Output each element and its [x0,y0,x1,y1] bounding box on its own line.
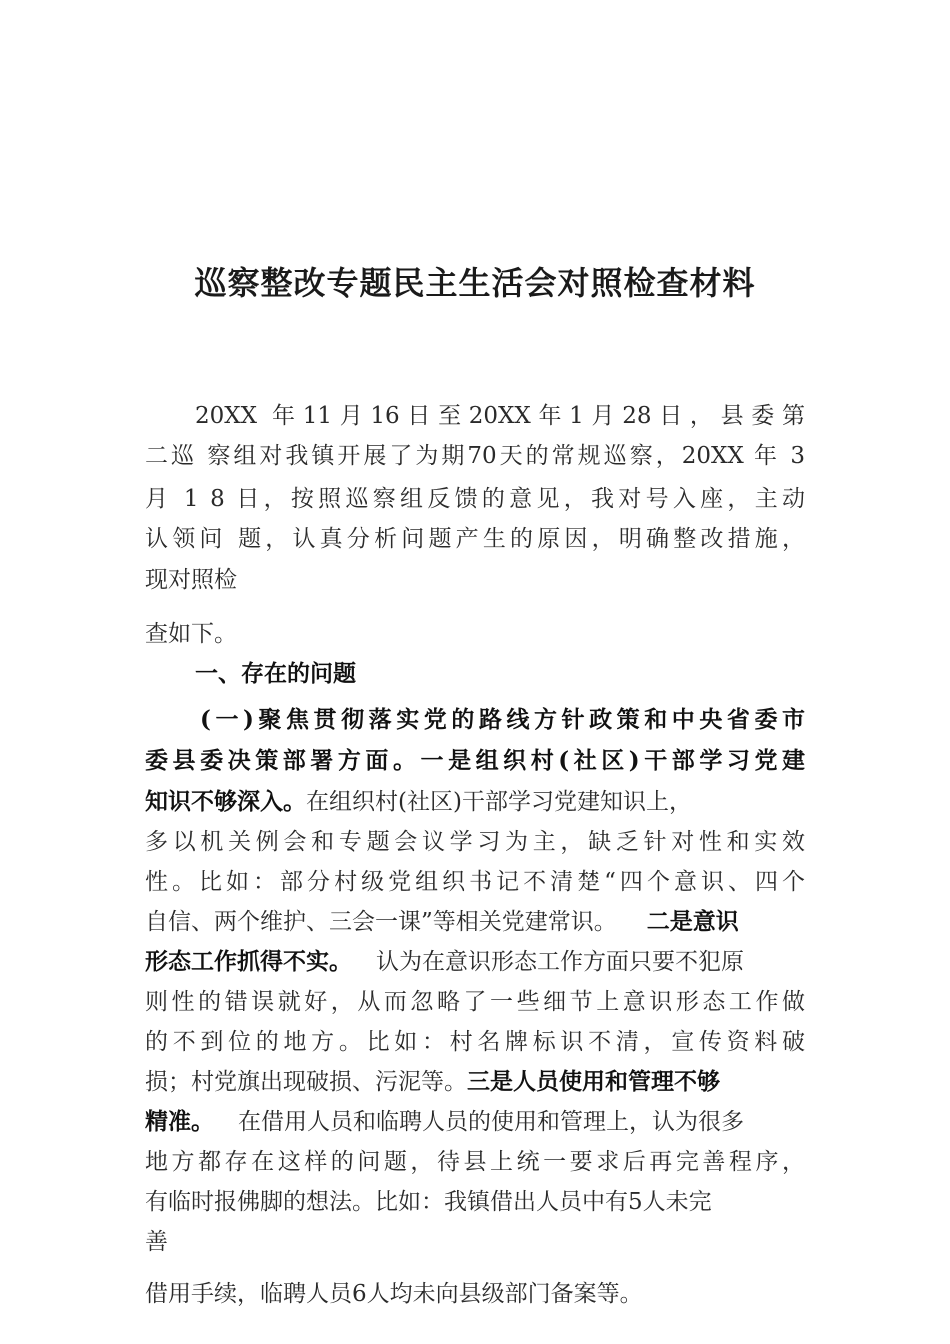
intro-line-6: 查如下。 [145,621,237,647]
intro-line-5: 现对照检 [145,567,237,593]
point-1-text: 在组织村(社区)干部学习党建知识上， [306,789,692,815]
intro-line-4: 认领问 题，认真分析问题产生的原因，明确整改措施， [145,526,805,552]
body-line-8: 则性的错误就好，从而忽略了一些细节上意识形态工作做 [145,989,805,1015]
body-line-7-text: 认为在意识形态工作方面只要不犯原 [376,949,744,975]
section-heading: 一、存在的问题 [195,661,356,687]
body-line-6-text: 自信、两个维护、三会一课”等相关党建常识。 [145,909,617,935]
body-line-15: 借用手续，临聘人员6人均未向县级部门备案等。 [145,1281,643,1307]
body-line-4: 多以机关例会和专题会议学习为主，缺乏针对性和实效 [145,829,805,855]
point-3-heading-start: 三是人员使用和管理不够 [467,1069,720,1095]
document-title: 巡察整改专题民主生活会对照检查材料 [194,264,756,302]
body-line-9: 的不到位的地方。比如：村名牌标识不清，宣传资料破 [145,1029,805,1055]
body-line-6 [145,908,805,936]
point-3-heading-end: 精准。 [145,1109,214,1135]
body-line-14: 善 [145,1229,168,1255]
subsection-1-line-3 [145,788,805,816]
point-2-heading-start: 二是意识 [646,909,739,935]
body-line-10-text: 损；村党旗出现破损、污泥等。 [145,1069,467,1095]
intro-line-1: 20XX 年11月16日至20XX年1月28日，县委第 [195,403,805,429]
point-2-heading-end: 形态工作抓得不实。 [145,949,352,975]
body-line-11 [145,1108,805,1136]
body-line-11-text: 在借用人员和临聘人员的使用和管理上，认为很多 [238,1109,744,1135]
body-line-10 [145,1068,805,1096]
intro-line-3: 月 1 8 日，按照巡察组反馈的意见，我对号入座，主动 [145,486,805,512]
body-line-12: 地方都存在这样的问题，待县上统一要求后再完善程序， [145,1149,805,1175]
body-line-13: 有临时报佛脚的想法。比如：我镇借出人员中有5人未完 [145,1189,712,1215]
subsection-1-line-2: 委县委决策部署方面。一是组织村(社区)干部学习党建 [145,747,805,774]
intro-line-2: 二巡 察组对我镇开展了为期70天的常规巡察，20XX 年 3 [145,443,805,469]
body-line-5: 性。比如：部分村级党组织书记不清楚“四个意识、四个 [145,869,805,895]
subsection-1-line-1: (一)聚焦贯彻落实党的路线方针政策和中央省委市 [200,706,805,733]
body-line-7 [145,948,805,976]
point-1-heading: 知识不够深入。 [145,788,306,815]
